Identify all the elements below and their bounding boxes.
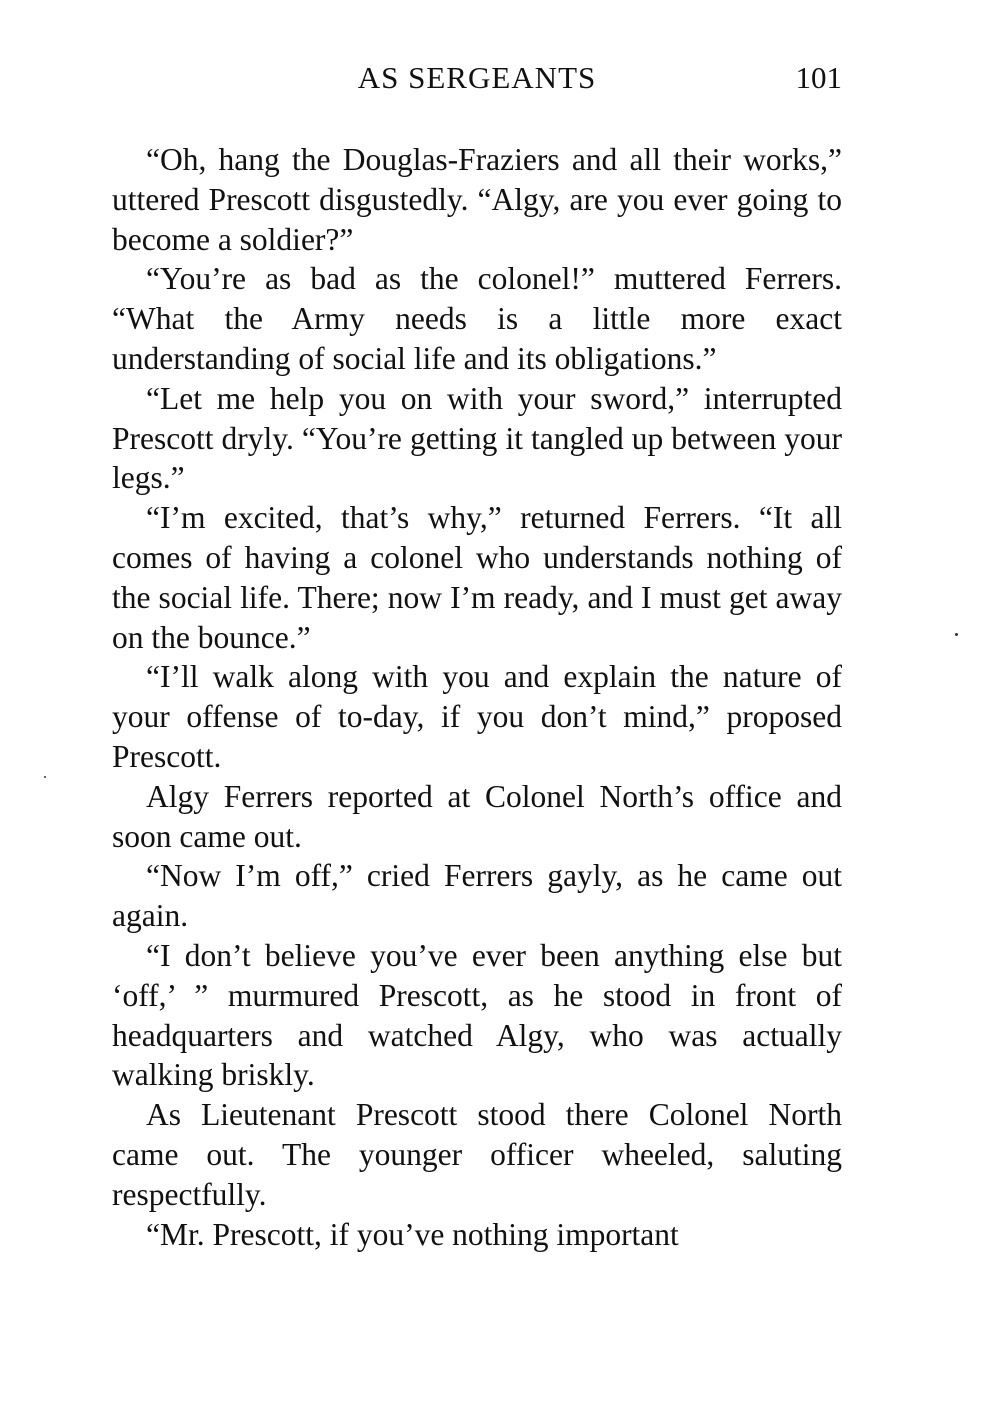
paragraph: As Lieutenant Prescott stood there Colonel North came out. The younger officer wheeled, saluting respectfully. [112, 1097, 842, 1212]
running-head [112, 58, 842, 98]
paragraph: “I’ll walk along with you and explain the nature of your offense of to-day, if you don’t mind,” proposed Prescott. [112, 659, 842, 774]
running-title: AS SERGEANTS [357, 60, 597, 95]
paragraph: “I don’t believe you’ve ever been anything else but ‘off,’ ” murmured Prescott, as he stood in front of headquarters and watched Algy, who was actually walking briskly. [112, 937, 842, 1093]
print-speck [44, 776, 46, 778]
paragraph: “Now I’m off,” cried Ferrers gayly, as he came out again. [112, 858, 842, 934]
page-number: 101 [795, 60, 842, 95]
paragraph: “I’m excited, that’s why,” returned Ferrers. “It all comes of having a colonel who understands nothing of the social life. There; now I’m ready, and I must get away on the bounce.” [112, 500, 842, 655]
paragraph: “You’re as bad as the colonel!” muttered Ferrers. “What the Army needs is a little more exact understanding of social life and its obligations.” [112, 261, 842, 376]
print-speck [955, 633, 958, 636]
body-text [112, 140, 842, 1254]
paragraph: “Mr. Prescott, if you’ve nothing important [146, 1216, 679, 1252]
paragraph: “Let me help you on with your sword,” interrupted Prescott dryly. “You’re getting it tangled up between your legs.” [112, 380, 842, 496]
paragraph: “Oh, hang the Douglas-Fraziers and all their works,” uttered Prescott disgustedly. “Algy, are you ever going to become a soldier?” [112, 142, 842, 257]
paragraph: Algy Ferrers reported at Colonel North’s office and soon came out. [112, 778, 842, 854]
